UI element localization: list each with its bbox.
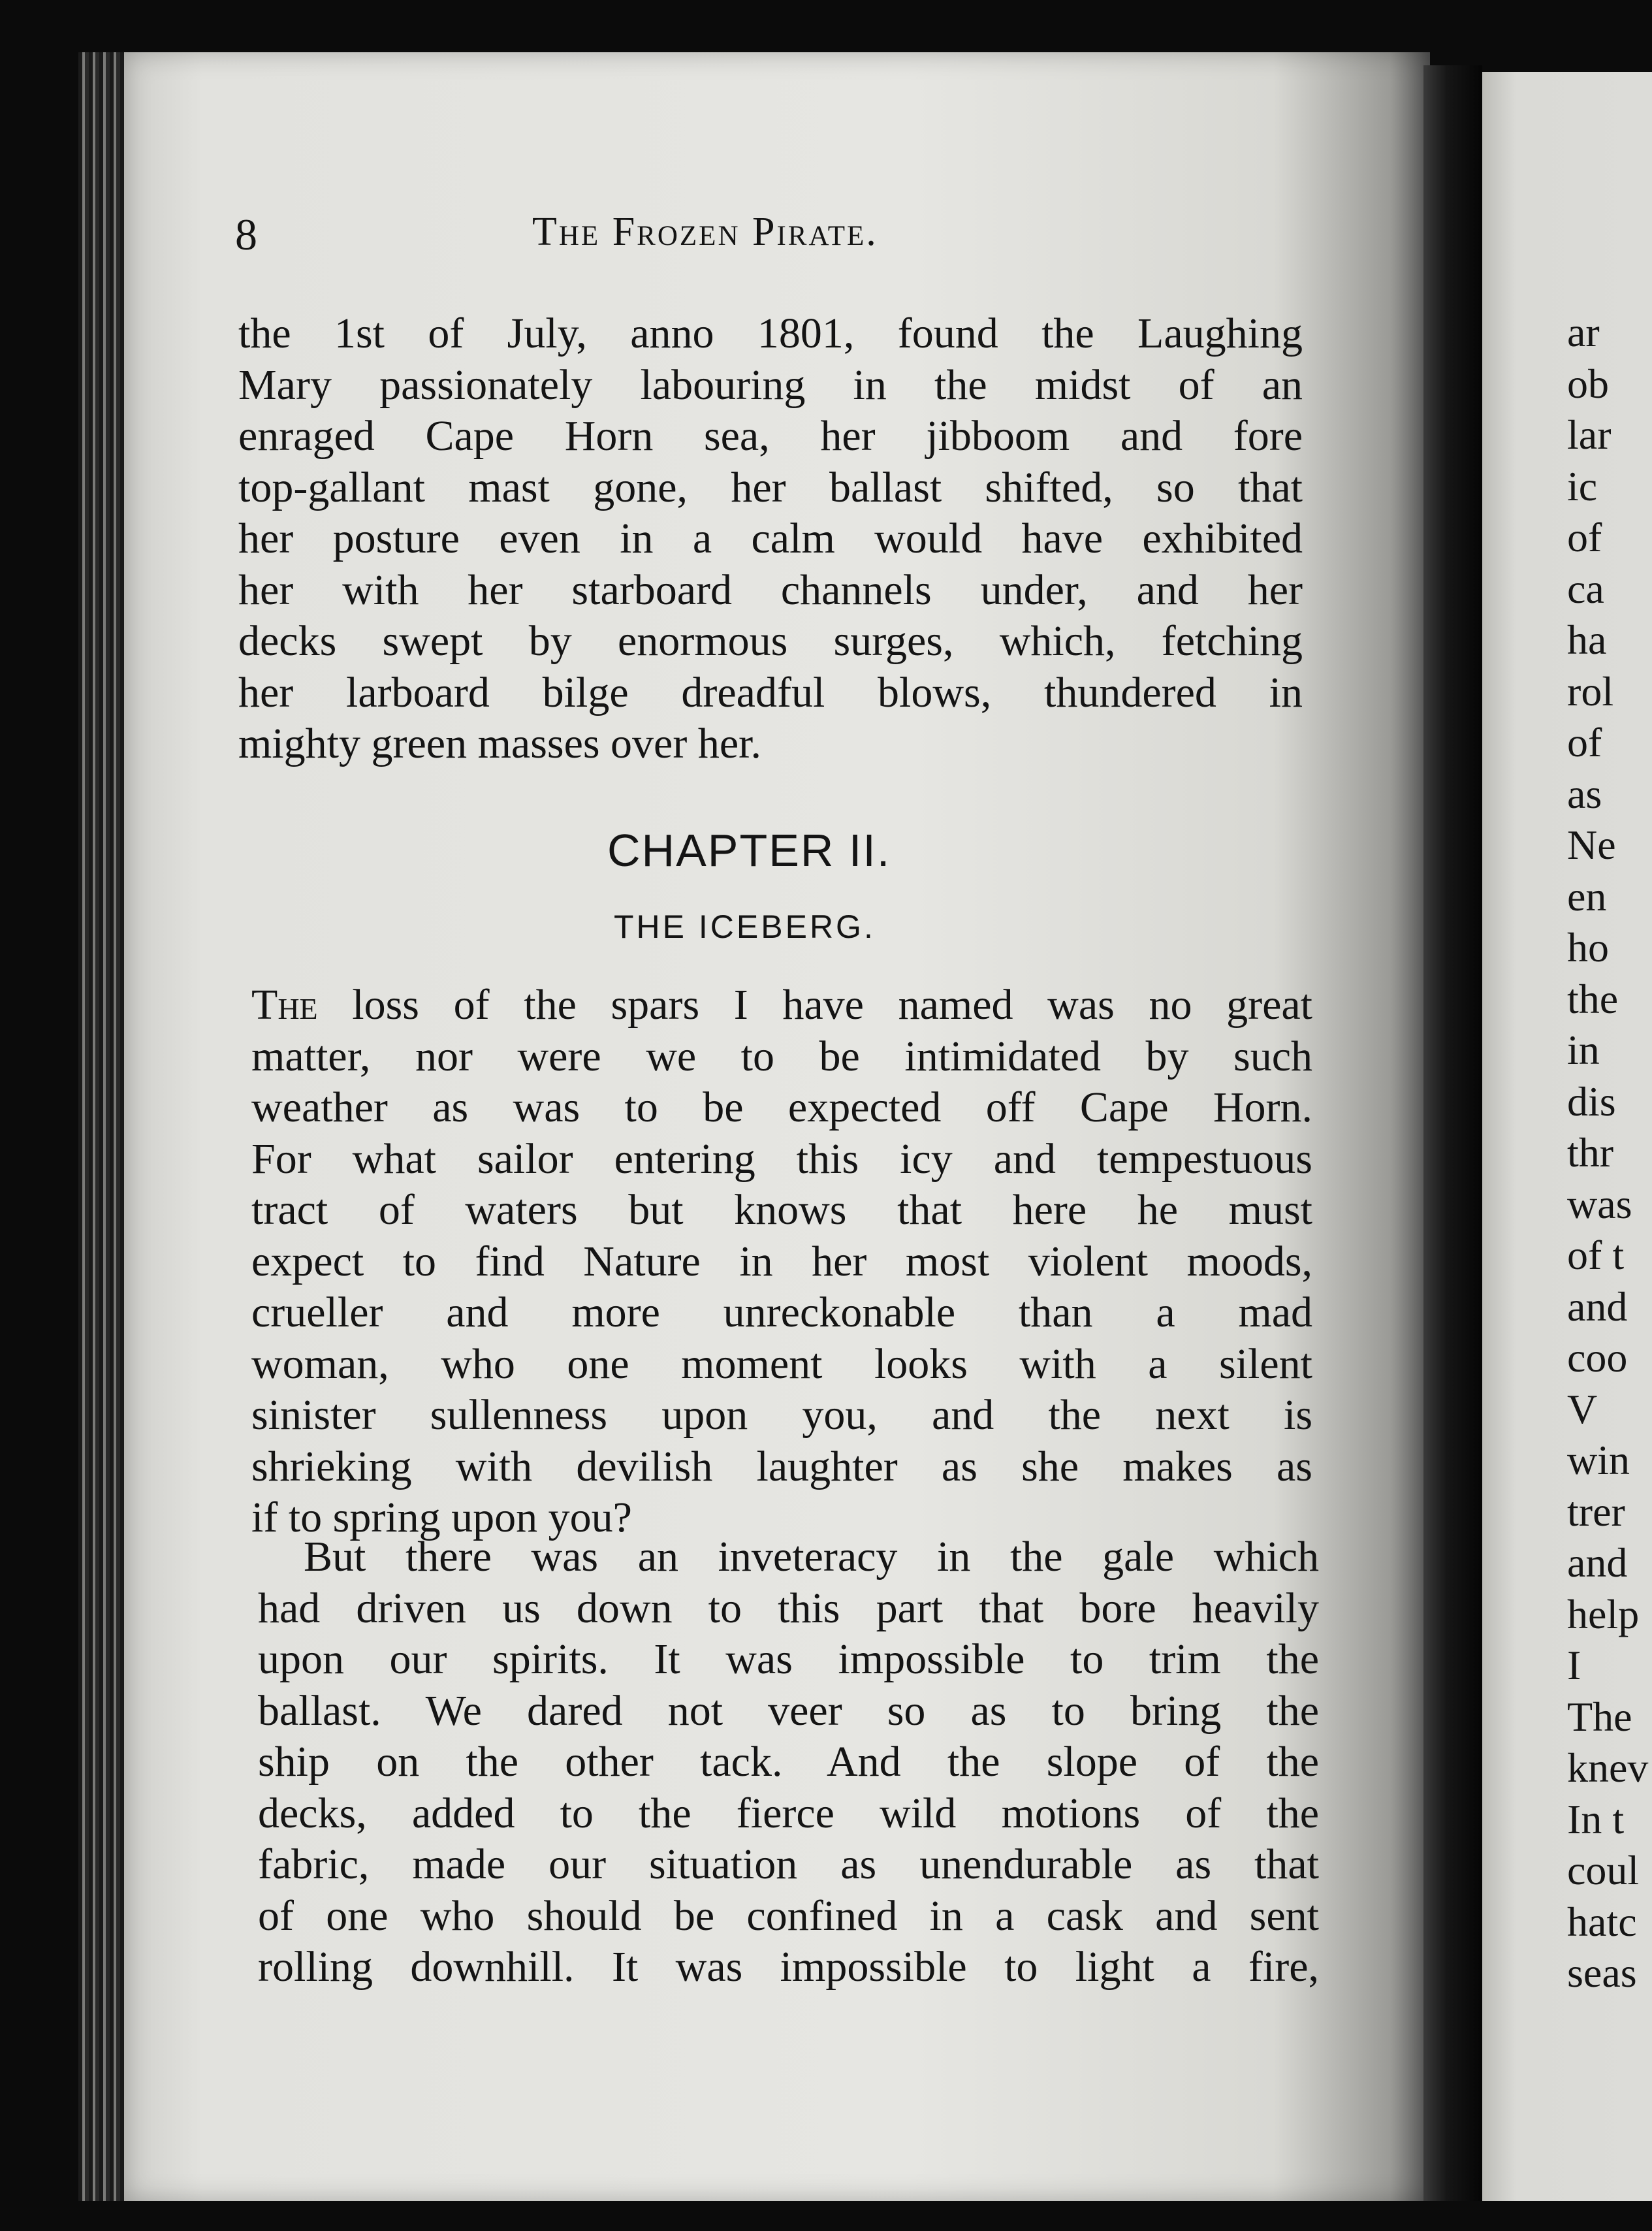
paragraph-2 [251, 980, 1312, 1544]
facing-page-fragment: ar [1567, 309, 1600, 355]
text-line: tract of waters but knows that here he must [251, 1186, 1312, 1234]
facing-page-fragment: win [1567, 1437, 1630, 1483]
facing-page-fragment: the [1567, 975, 1619, 1022]
facing-page-fragment: seas [1567, 1950, 1637, 1996]
chapter-heading: CHAPTER II. [607, 825, 891, 876]
facing-page-fragment: knev [1567, 1744, 1649, 1791]
text-line: ship on the other tack. And the slope of the [258, 1738, 1319, 1786]
facing-page-fragment: coo [1567, 1334, 1628, 1381]
facing-page-fragment: The [1567, 1693, 1632, 1740]
facing-page-fragment: dis [1567, 1078, 1616, 1125]
facing-page-fragment: ic [1567, 462, 1598, 509]
text-line: For what sailor entering this icy and tempestuous [251, 1134, 1312, 1183]
running-title: The Frozen Pirate. [532, 210, 878, 254]
text-line: fabric, made our situation as unendurable as that [258, 1840, 1319, 1888]
text-line: upon our spirits. It was impossible to trim the [258, 1635, 1319, 1683]
paragraph-3 [258, 1532, 1319, 1993]
text-line: Mary passionately labouring in the midst of an [238, 361, 1303, 409]
facing-page-fragment: I [1567, 1642, 1581, 1688]
facing-page-fragment: was [1567, 1180, 1632, 1227]
facing-page-fragment: ho [1567, 924, 1609, 971]
text-line: expect to find Nature in her most violent moods, [251, 1237, 1312, 1285]
text-line: ballast. We dared not veer so as to bring the [258, 1686, 1319, 1735]
facing-page-fragment: In t [1567, 1795, 1625, 1842]
text-line: her with her starboard channels under, and her [238, 566, 1303, 614]
facing-page-fragment: ha [1567, 617, 1607, 663]
text-line: sinister sullenness upon you, and the next is [251, 1391, 1312, 1439]
page-header [235, 209, 1312, 268]
text-line: top-gallant mast gone, her ballast shifted, so that [238, 463, 1303, 511]
page-number: 8 [235, 210, 257, 259]
facing-page-fragment: of [1567, 719, 1602, 765]
facing-page-fragment: in [1567, 1027, 1600, 1073]
text-line: weather as was to be expected off Cape Horn. [251, 1083, 1312, 1131]
facing-page-fragment: trer [1567, 1488, 1625, 1535]
chapter-title: THE ICEBERG. [614, 908, 876, 945]
text-line: rolling downhill. It was impossible to light a fire, [258, 1943, 1319, 1991]
facing-page-fragment: and [1567, 1283, 1628, 1330]
text-line: had driven us down to this part that bore heavily [258, 1584, 1319, 1632]
text-line: mighty green masses over her. [238, 720, 761, 767]
text-line-rest: loss of the spars I have named was no great [317, 981, 1312, 1029]
text-line: her larboard bilge dreadful blows, thundered in [238, 668, 1303, 716]
text-line [251, 980, 1312, 1031]
facing-page-fragment: rol [1567, 667, 1614, 714]
text-line: her posture even in a calm would have exhibited [238, 515, 1303, 562]
text-line: enraged Cape Horn sea, her jibboom and fore [238, 412, 1303, 460]
facing-page-fragment: of t [1567, 1232, 1625, 1278]
facing-page-fragment: help [1567, 1590, 1640, 1637]
drop-word: The [251, 981, 318, 1029]
facing-page-fragment: en [1567, 873, 1607, 920]
text-line: if to spring upon you? [251, 1494, 632, 1541]
text-line: But there was an inveteracy in the gale which [304, 1533, 1319, 1581]
text-line: decks swept by enormous surges, which, fetching [238, 617, 1303, 665]
facing-page-fragment: V [1567, 1385, 1598, 1432]
facing-page-fragment: and [1567, 1539, 1628, 1586]
page-gutter [1423, 65, 1482, 2201]
facing-page-fragment: lar [1567, 411, 1612, 458]
text-line: of one who should be confined in a cask and sent [258, 1891, 1319, 1940]
facing-page-fragment: of [1567, 514, 1602, 560]
facing-page-fragment: coul [1567, 1847, 1640, 1893]
text-line: matter, nor were we to be intimidated by such [251, 1032, 1312, 1080]
text-line: shrieking with devilish laughter as she makes as [251, 1442, 1312, 1490]
text-line: woman, who one moment looks with a silent [251, 1340, 1312, 1388]
facing-page-fragment: as [1567, 770, 1602, 817]
facing-page-text [1567, 307, 1649, 1999]
facing-page-fragment: ob [1567, 360, 1609, 407]
facing-page-fragment: thr [1567, 1129, 1614, 1176]
text-line: decks, added to the fierce wild motions of the [258, 1789, 1319, 1837]
book-spine-edge [78, 52, 131, 2201]
facing-page-fragment: hatc [1567, 1898, 1637, 1945]
facing-page-fragment: Ne [1567, 822, 1616, 868]
text-line: crueller and more unreckonable than a mad [251, 1289, 1312, 1336]
paragraph-1 [238, 308, 1303, 770]
text-line: the 1st of July, anno 1801, found the Laughing [238, 310, 1303, 357]
facing-page-fragment: ca [1567, 565, 1604, 612]
